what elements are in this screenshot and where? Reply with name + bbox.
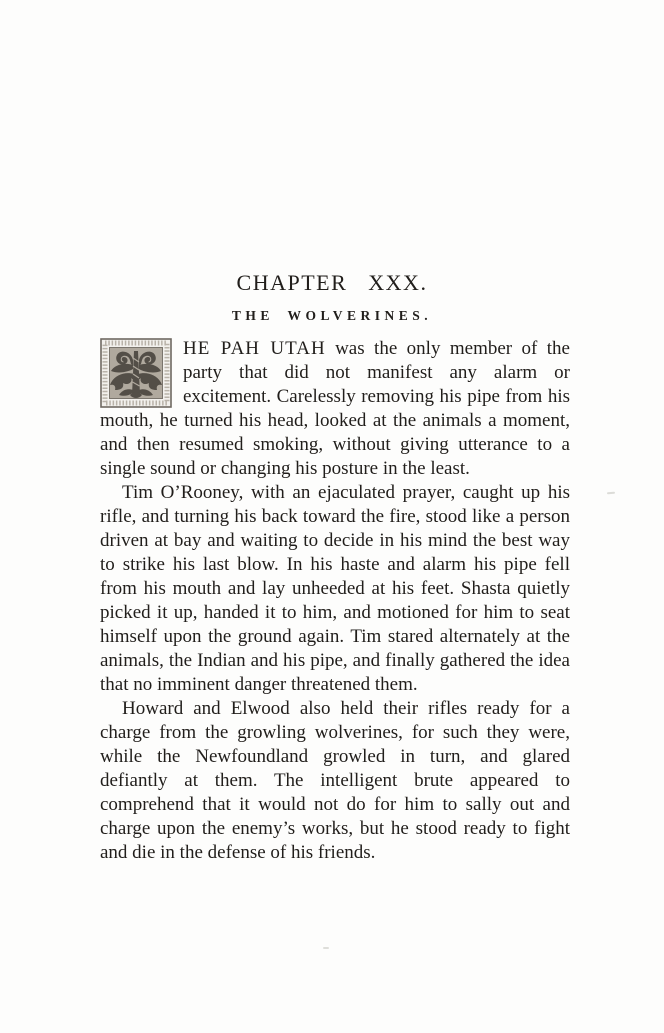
scan-speck: [323, 947, 329, 949]
body-text: [100, 337, 570, 865]
decorative-initial-ornament-icon: [100, 338, 172, 408]
paragraph-1-text: was the only member of the party that did not manifest any alarm or excitement. Carelessly removing his pipe from his mouth, he turned his head, looked at the animals a moment, and then resumed smoking, without giving utterance to a single sound or changing his posture in the least.: [100, 338, 570, 479]
chapter-heading: CHAPTER XXX.: [236, 270, 428, 295]
paragraph-2: Tim O’Rooney, with an ejaculated prayer, caught up his rifle, and turning his back toward the fire, stood like a person driven at bay and waiting to decide in his mind the best way to strike his last blow. In his haste and alarm his pipe fell from his mouth and lay unheeded at his feet. Shasta quietly picked it up, handed it to him, and motioned for him to seat himself upon the ground again. Tim stared alternately at the animals, the Indian and his pipe, and finally gathered the idea that no imminent danger threatened them.: [100, 482, 570, 695]
section-title: THE WOLVERINES.: [231, 308, 433, 323]
foliate-tile-graphic: [100, 338, 172, 408]
scan-speck: [607, 492, 615, 495]
paragraph-1-lead-caps: HE PAH UTAH: [183, 338, 326, 359]
paragraph-3: Howard and Elwood also held their rifles ready for a charge from the growling wolverines, for such they were, while the Newfoundland growled in turn, and glared defiantly at them. The intelligent brute appeared to comprehend that it would not do for him to sally out and charge upon the enemy’s works, but he stood ready to fight and die in the defense of his friends.: [100, 698, 570, 863]
paragraph-1: [100, 337, 570, 481]
